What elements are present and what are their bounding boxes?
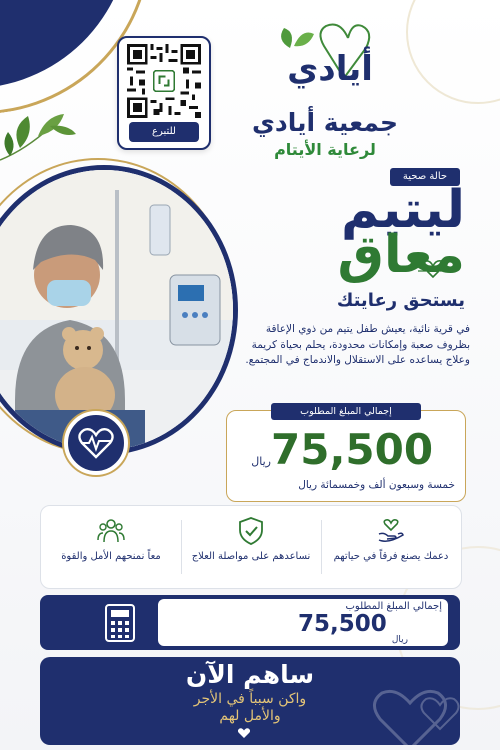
- donation-qr-card[interactable]: [117, 36, 211, 150]
- cta-title: ساهم الآن: [185, 660, 315, 689]
- heart-hands-icon: [376, 516, 406, 546]
- case-title-line1: ليتيم: [341, 180, 465, 240]
- total-amount-bar: [40, 595, 460, 650]
- calculator-icon: [104, 603, 136, 643]
- donate-label: للتبرع: [129, 122, 199, 142]
- ayadi-logo: [270, 18, 390, 118]
- total-amount-panel: [158, 599, 448, 646]
- heart-icon: [237, 727, 251, 739]
- heart-pulse-icon: [64, 411, 128, 475]
- amount-card-label: إجمالي المبلغ المطلوب: [271, 403, 421, 420]
- cta-line2: والأمل لهم: [219, 708, 281, 724]
- total-label: إجمالي المبلغ المطلوب: [345, 601, 442, 612]
- feature-divider: [181, 520, 182, 574]
- cta-subtitle: [140, 691, 360, 725]
- cta-line1: واكن سبباً في الأجر: [193, 691, 307, 707]
- feature-item: [321, 506, 461, 588]
- amount-in-words: خمسة وسبعون ألف وخمسمائة ريال: [298, 479, 455, 491]
- qr-code-icon[interactable]: [127, 44, 201, 118]
- feature-text: معاً نمنحهم الأمل والقوة: [61, 551, 161, 562]
- shield-check-icon: [236, 516, 266, 546]
- case-description: في قرية نائية، يعيش طفل يتيم من ذوي الإعاقة بظروف صعبة وإمكانات محدودة، يحلم بحياة كريمة وعلاج يساعده على الاستقلال والاندماج في المجتمع.: [245, 323, 470, 366]
- leaves-decoration-icon: [0, 98, 80, 168]
- heart-outline-icon: [418, 258, 448, 280]
- child-with-teddy-photo: [0, 170, 233, 450]
- case-type-badge: حالة صحية: [390, 168, 460, 186]
- case-title-line2: معاق: [337, 225, 465, 285]
- feature-text: نساعدهم على مواصلة العلاج: [191, 551, 311, 562]
- case-subtitle: يستحق رعايتك: [336, 290, 465, 311]
- feature-item: [41, 506, 181, 588]
- logo-text: أيادي: [287, 49, 373, 89]
- hearts-decoration-icon: [360, 669, 460, 745]
- feature-divider: [321, 520, 322, 574]
- features-panel: [40, 505, 462, 589]
- amount-value: 75,500: [271, 425, 434, 474]
- amount-currency: ريال: [251, 455, 271, 468]
- total-amount: 75,500: [298, 611, 387, 637]
- child-photo-frame: [0, 165, 238, 455]
- org-subtitle: لرعاية الأيتام: [274, 140, 376, 159]
- donate-now-button[interactable]: [40, 657, 460, 745]
- feature-text: دعمك يصنع فرقاً في حياتهم: [333, 551, 449, 562]
- total-currency: ريال: [391, 635, 408, 645]
- people-icon: [96, 516, 126, 546]
- org-name: جمعية أيادي: [251, 108, 399, 137]
- required-amount-card: [226, 406, 466, 502]
- corner-decor-ring: [406, 0, 500, 104]
- feature-item: [181, 506, 321, 588]
